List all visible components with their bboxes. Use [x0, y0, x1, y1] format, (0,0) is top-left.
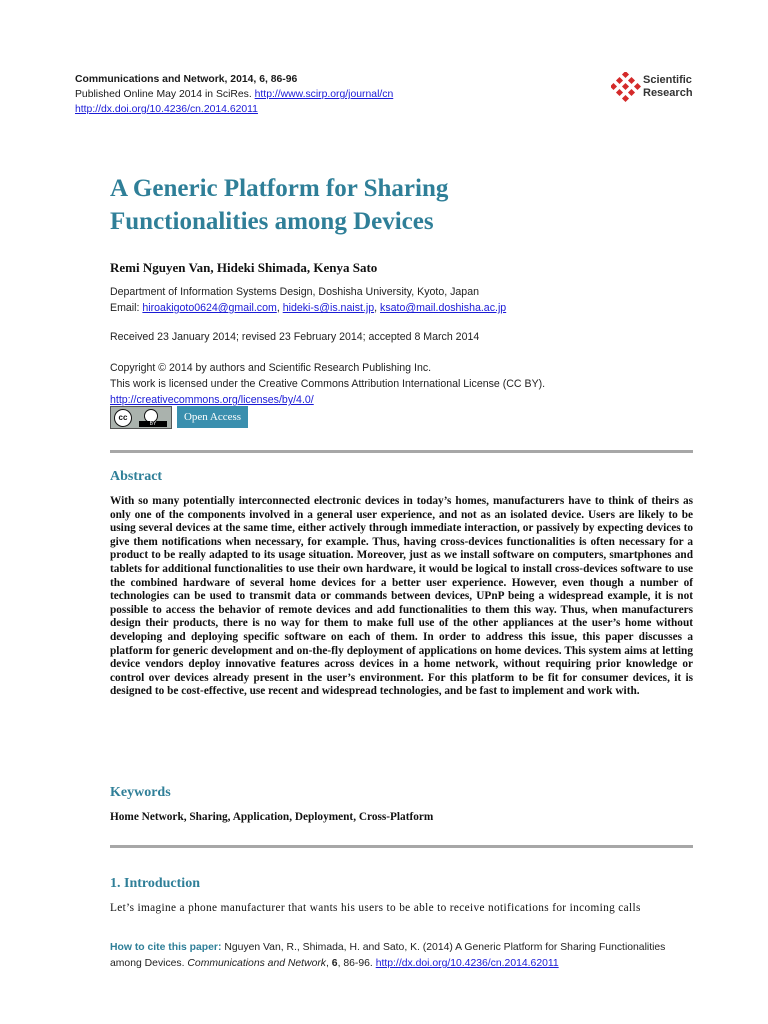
citation-volume: 6 — [331, 958, 338, 969]
email-link-1[interactable]: hiroakigoto0624@gmail.com — [142, 302, 277, 314]
cc-icon: cc — [114, 409, 132, 427]
citation-pages: 86-96. — [343, 958, 373, 969]
license-line: This work is licensed under the Creative Commons Attribution International License (CC BY). — [110, 378, 546, 390]
published-line — [75, 87, 393, 102]
paper-title — [110, 172, 710, 238]
journal-line: Communications and Network, 2014, 6, 86-96 — [75, 74, 298, 85]
department: Department of Information Systems Design, Doshisha University, Kyoto, Japan — [110, 286, 479, 298]
doi-link[interactable]: http://dx.doi.org/10.4236/cn.2014.62011 — [75, 104, 258, 115]
logo-text — [643, 74, 693, 100]
logo-mark-icon — [611, 72, 641, 104]
citation-label: How to cite this paper: — [110, 942, 222, 953]
email-link-3[interactable]: ksato@mail.doshisha.ac.jp — [380, 302, 507, 314]
by-label: BY — [139, 421, 167, 427]
title-line-2: Functionalities among Devices — [110, 208, 434, 235]
journal-url-link[interactable]: http://www.scirp.org/journal/cn — [254, 89, 394, 100]
abstract-text: With so many potentially interconnected electronic devices in today’s homes, manufacturers have to think of theirs as only one of the components involved in a general user experience, and not as an isolated device. Users are likely to be using several devices at the same time, either actively through immediate interaction, or passively by expecting devices to give them notifications when necessary, for example. Thus, having cross-devices functionalities is often necessary for a product to be really adapted to its usage situation. Moreover, just as we install software on computers, smartphones and tablets for additional functionalities to use their own hardware, it would be logical to install cross-devices software to use the combined hardware of several home devices for a better user experience. However, even though a number of technologies can be used to transmit data or commands between devices, UPnP being a widespread example, it is not possible to access the behavior of remote devices and add functionalities to them this way. Thus, when manufacturers design their products, there is no way for them to make full use of the other appliances at the user’s home without developing and deploying specific software on each of them. In order to address this issue, this paper discusses a platform for generic development and on-the-fly deployment of applications on home devices. This system aims at letting device vendors deploy innovative features across devices in a home network, without requiring prior knowledge or control over devices already present in the user’s environment. For this platform to be fit for consumer devices, it is designed to be cost-effective, use recent and widespread technologies, and be fast to implement and work with. — [110, 495, 693, 698]
authors: Remi Nguyen Van, Hideki Shimada, Kenya Sato — [110, 260, 378, 275]
email-link-2[interactable]: hideki-s@is.naist.jp — [282, 302, 375, 314]
email-label: Email: — [110, 302, 140, 314]
bottom-divider — [110, 845, 693, 848]
license-url-link[interactable]: http://creativecommons.org/licenses/by/4.0/ — [110, 394, 314, 406]
published-prefix: Published Online May 2014 in SciRes. — [75, 89, 252, 100]
top-divider — [110, 450, 693, 453]
keywords-text: Home Network, Sharing, Application, Deployment, Cross-Platform — [110, 811, 434, 823]
citation-block: How to cite this paper: Nguyen Van, R., Shimada, H. and Sato, K. (2014) A Generic Platform for Sharing Functionalities among Devices. Communications and Network, 6, 86-96. http://dx.doi.org/10.4236/cn.2014.62011 — [110, 942, 666, 969]
copyright-line: Copyright © 2014 by authors and Scientific Research Publishing Inc. — [110, 362, 432, 374]
citation-doi-link[interactable]: http://dx.doi.org/10.4236/cn.2014.62011 — [375, 958, 559, 969]
scientific-research-logo — [611, 72, 731, 104]
abstract-heading: Abstract — [110, 469, 163, 484]
received-dates: Received 23 January 2014; revised 23 February 2014; accepted 8 March 2014 — [110, 331, 480, 343]
affiliation — [110, 284, 506, 316]
introduction-heading: 1. Introduction — [110, 876, 200, 891]
journal-header — [75, 72, 393, 117]
citation-journal: Communications and Network — [187, 958, 327, 969]
open-access-badge[interactable]: Open Access — [177, 406, 248, 428]
copyright-block — [110, 360, 545, 408]
cc-by-badge[interactable] — [110, 406, 172, 429]
title-line-1: A Generic Platform for Sharing — [110, 175, 449, 202]
citation-body: Nguyen Van, R., Shimada, H. and Sato, K. (2014) A Generic Platform for Sharing Functionalities among Devices. — [110, 942, 666, 969]
logo-line-2: Research — [643, 87, 693, 99]
keywords-heading: Keywords — [110, 785, 171, 800]
email-line: Email: hiroakigoto0624@gmail.com, hideki-s@is.naist.jp, ksato@mail.doshisha.ac.jp — [110, 302, 507, 314]
logo-line-1: Scientific — [643, 74, 692, 86]
introduction-text: Let’s imagine a phone manufacturer that wants his users to be able to receive notifications for incoming calls — [110, 902, 641, 914]
